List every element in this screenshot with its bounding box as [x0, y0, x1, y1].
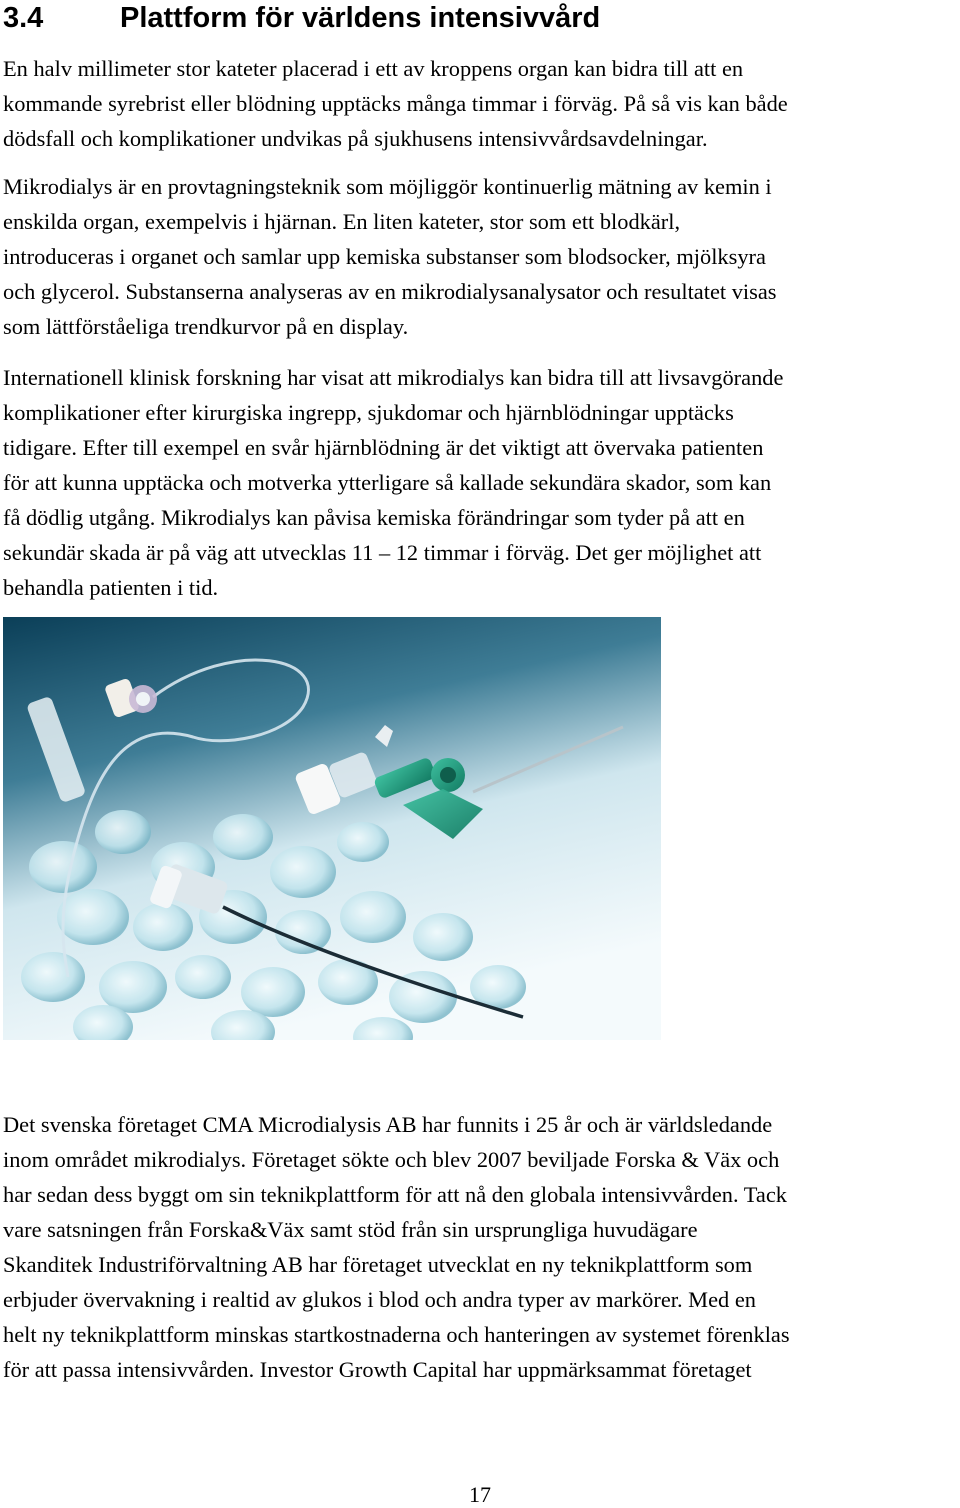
text-line: vare satsningen från Forska&Väx samt stöd från sin ursprungliga huvudägare: [3, 1217, 698, 1242]
text-line: tidigare. Efter till exempel en svår hjärnblödning är det viktigt att övervaka patienten: [3, 435, 764, 460]
text-line: sekundär skada är på väg att utvecklas 11 – 12 timmar i förväg. Det ger möjlighet att: [3, 540, 762, 565]
paragraph-microdialysis-technique: [3, 169, 958, 344]
section-heading: [3, 0, 943, 36]
text-line: för att passa intensivvården. Investor Growth Capital har uppmärksammat företaget: [3, 1357, 752, 1382]
text-line: komplikationer efter kirurgiska ingrepp, sjukdomar och hjärnblödningar upptäcks: [3, 400, 734, 425]
text-line: Skanditek Industriförvaltning AB har företaget utvecklat en ny teknikplattform som: [3, 1252, 753, 1277]
text-line: kommande syrebrist eller blödning upptäcks många timmar i förväg. På så vis kan både: [3, 91, 788, 116]
text-line: Internationell klinisk forskning har visat att mikrodialys kan bidra till att livsavgörande: [3, 365, 784, 390]
catheter-photo: [3, 617, 661, 1040]
paragraph-intro: [3, 51, 958, 156]
text-line: enskilda organ, exempelvis i hjärnan. En liten kateter, stor som ett blodkärl,: [3, 209, 681, 234]
section-number: 3.4: [3, 2, 44, 34]
text-line: introduceras i organet och samlar upp kemiska substanser som blodsocker, mjölksyra: [3, 244, 766, 269]
paragraph-clinical-research: [3, 360, 958, 605]
text-line: inom området mikrodialys. Företaget sökte och blev 2007 beviljade Forska & Väx och: [3, 1147, 780, 1172]
page-number: 17: [469, 1482, 491, 1507]
text-line: erbjuder övervakning i realtid av glukos i blod och andra typer av markörer. Med en: [3, 1287, 756, 1312]
text-line: Det svenska företaget CMA Microdialysis AB har funnits i 25 år och är världsledande: [3, 1112, 773, 1137]
text-line: har sedan dess byggt om sin teknikplattform för att nå den globala intensivvården. Tack: [3, 1182, 787, 1207]
text-line: som lättförståeliga trendkurvor på en display.: [3, 314, 409, 339]
text-line: få dödlig utgång. Mikrodialys kan påvisa kemiska förändringar som tyder på att en: [3, 505, 745, 530]
text-line: behandla patienten i tid.: [3, 575, 219, 600]
text-line: dödsfall och komplikationer undvikas på sjukhusens intensivvårdsavdelningar.: [3, 126, 708, 151]
text-line: för att kunna upptäcka och motverka ytterligare så kallade sekundära skador, som kan: [3, 470, 772, 495]
paragraph-company: [3, 1107, 958, 1387]
text-line: Mikrodialys är en provtagningsteknik som möjliggör kontinuerlig mätning av kemin i: [3, 174, 772, 199]
text-line: och glycerol. Substanserna analyseras av en mikrodialysanalysator och resultatet visas: [3, 279, 777, 304]
section-title: Plattform för världens intensivvård: [120, 2, 601, 34]
text-line: En halv millimeter stor kateter placerad i ett av kroppens organ kan bidra till att en: [3, 56, 744, 81]
microdialysis-catheter-illustration: [3, 617, 661, 1040]
text-line: helt ny teknikplattform minskas startkostnaderna och hanteringen av systemet förenklas: [3, 1322, 790, 1347]
